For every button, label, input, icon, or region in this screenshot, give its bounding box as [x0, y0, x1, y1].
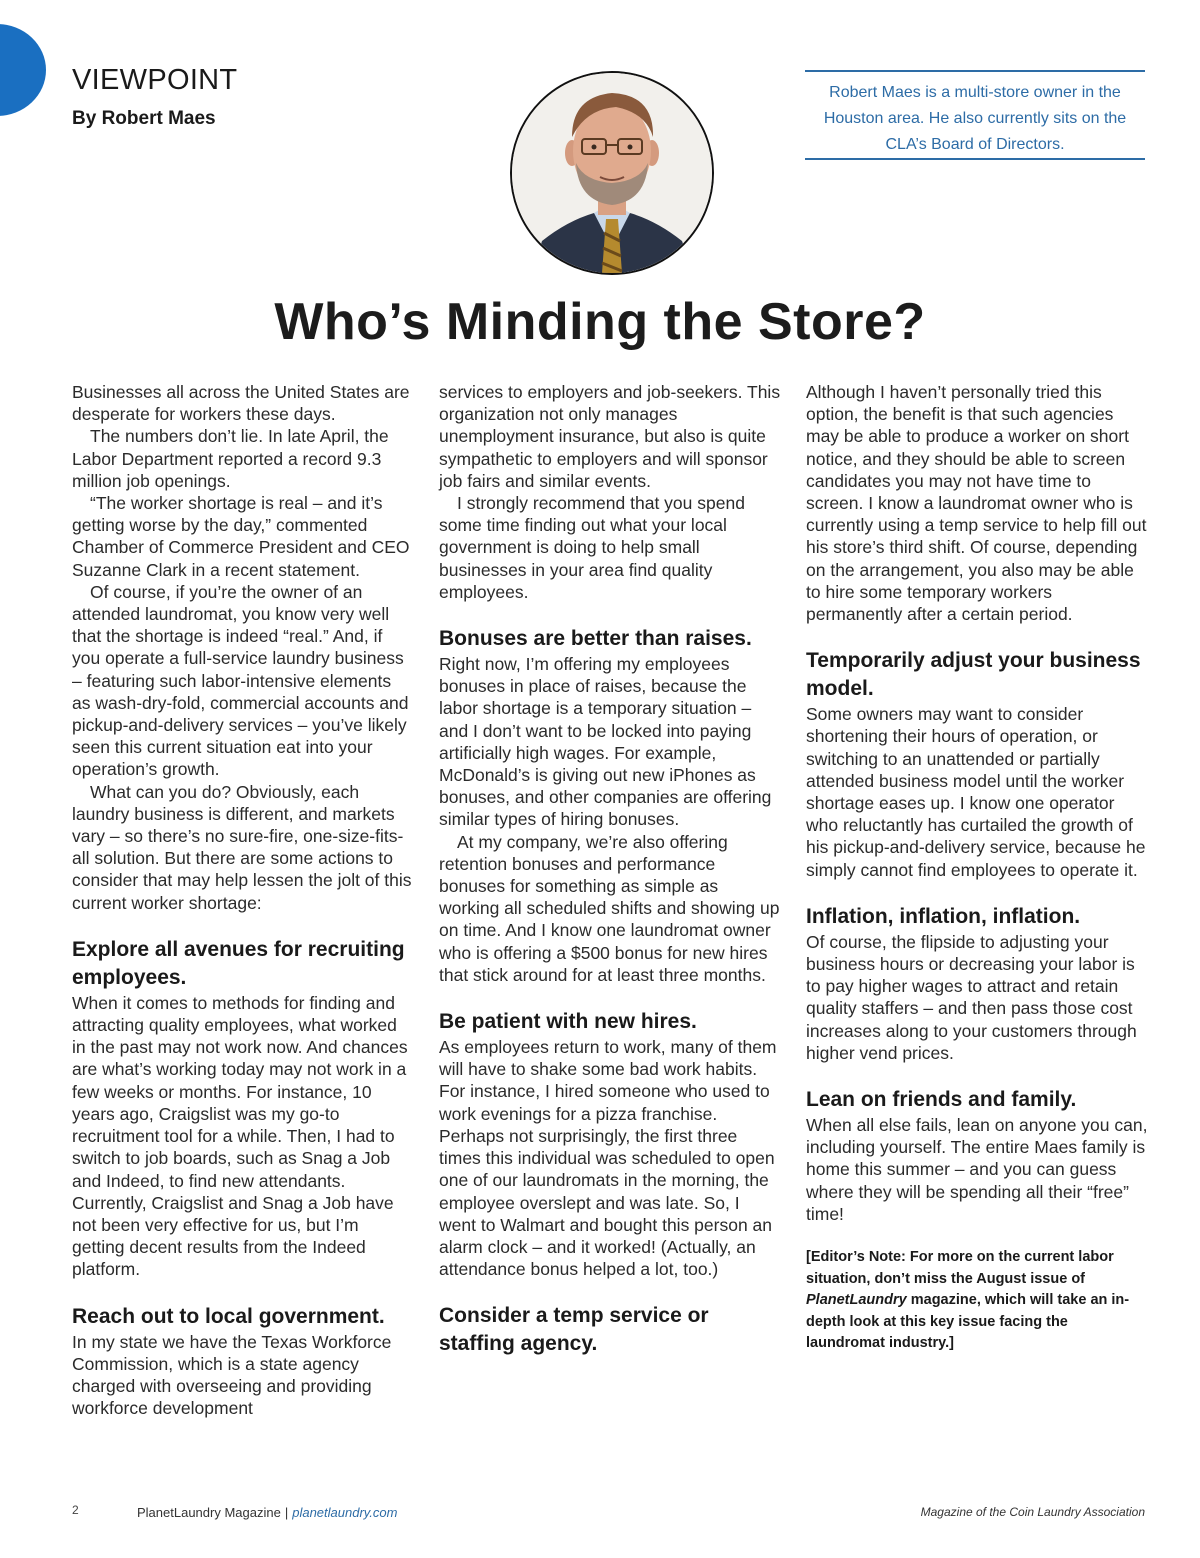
- subheading: Temporarily adjust your business model.: [806, 649, 1141, 701]
- subheading: Bonuses are better than raises.: [439, 627, 752, 651]
- paragraph: In my state we have the Texas Workforce Commission, which is a state agency charged with overseeing and providing workforce development: [72, 1331, 392, 1419]
- subheading: Be patient with new hires.: [439, 1010, 697, 1034]
- paragraph: What can you do? Obviously, each laundry business is different, and markets vary – so there’s no sure-fire, one-size-fits-all solution. But there are some actions to consider that may help lessen the jolt of this current worker shortage:: [72, 781, 412, 913]
- author-bio-box: [805, 70, 1145, 160]
- paragraph: Of course, if you’re the owner of an attended laundromat, you know very well that the shortage is indeed “real.” And, if you operate a full-service laundry business – featuring such labor-intensive elements as wash-dry-fold, commercial accounts and pickup-and-delivery services – you’ve likely seen this current situation eat into your operation’s growth.: [72, 581, 409, 780]
- paragraph: Of course, the flipside to adjusting your business hours or decreasing your labor is to pay higher wages to attract and retain quality staffers – and then pass those cost increases along to your customers through higher vend prices.: [806, 931, 1137, 1063]
- paragraph: When all else fails, lean on anyone you can, including yourself. The entire Maes family is home this summer – and you can guess where they will be spending all their “free” time!: [806, 1115, 1148, 1224]
- paragraph: I strongly recommend that you spend some time finding out what your local government is doing to help small businesses in your area find quality employees.: [439, 493, 745, 602]
- paragraph: services to employers and job-seekers. This organization not only manages unemployment insurance, but also is quite sympathetic to employers and will sponsor job fairs and similar events.: [439, 382, 781, 491]
- editors-note-text: [Editor’s Note: For more on the current labor situation, don’t miss the August issue of: [806, 1249, 1114, 1287]
- article-headline: Who’s Minding the Store?: [274, 293, 926, 351]
- subheading: Inflation, inflation, inflation.: [806, 904, 1081, 928]
- paragraph: As employees return to work, many of them will have to shake some bad work habits. For instance, I hired someone who used to work evenings for a pizza franchise. Perhaps not surprisingly, the first three times this individual was scheduled to open one of our laundromats in the morning, the employee overslept and was late. So, I went to Walmart and bought this person an alarm clock – and it worked! (Actually, an attendance bonus helped a lot, too.): [439, 1037, 777, 1280]
- paragraph: When it comes to methods for finding and attracting quality employees, what worked in the past may not work now. And chances are what’s working today may not work in a few weeks or months. For instance, 10 years ago, Craigslist was my go-to recruitment tool for a while. Then, I had to switch to job boards, such as Snag a Job and Indeed, to find new attendants. Currently, Craigslist and Snag a Job have not been very effective for us, but I’m getting decent results from the Indeed platform.: [72, 992, 408, 1280]
- article-column-3: [806, 381, 1148, 1461]
- corner-tab-accent: [0, 24, 46, 116]
- paragraph: Right now, I’m offering my employees bonuses in place of raises, because the labor shortage is a temporary situation – and I don’t want to be locked into paying artificially high wages. For example, McDonald’s is giving out new iPhones as bonuses, and other companies are offering similar types of hiring bonuses.: [439, 654, 772, 830]
- subheading: Lean on friends and family.: [806, 1088, 1077, 1112]
- paragraph: Some owners may want to consider shortening their hours of operation, or switching to an unattended or partially attended business model until the worker shortage eases up. I know one operator who reluctantly has curtailed the growth of his pickup-and-delivery service, because he simply cannot find employees to operate it.: [806, 704, 1146, 880]
- footer-magazine-name: PlanetLaundry Magazine: [137, 1505, 281, 1520]
- subheading: Reach out to local government.: [72, 1304, 385, 1328]
- editors-note-magazine: PlanetLaundry: [806, 1292, 907, 1309]
- section-label: VIEWPOINT: [72, 64, 238, 96]
- page-number: 2: [72, 1503, 79, 1517]
- paragraph: Although I haven’t personally tried this option, the benefit is that such agencies may be able to produce a worker on short notice, and they should be able to screen candidates you may not have time to screen. I know a laundromat owner who is currently using a temp service to help fill out his store’s third shift. Of course, depending on the arrangement, you also may be able to hire some temporary workers permanently after a certain period.: [806, 382, 1147, 625]
- article-column-1: [72, 381, 414, 1461]
- footer-separator: |: [284, 1505, 289, 1520]
- subheading: Explore all avenues for recruiting employees.: [72, 937, 405, 989]
- paragraph: “The worker shortage is real – and it’s getting worse by the day,” commented Chamber of Commerce President and CEO Suzanne Clark in a recent statement.: [72, 493, 410, 580]
- footer-url-link[interactable]: planetlaundry.com: [292, 1505, 398, 1520]
- editors-note-text-end: magazine, which will take an in-depth look at this key issue facing the laundromat industry.]: [806, 1292, 1130, 1352]
- author-portrait: [510, 71, 714, 275]
- paragraph: The numbers don’t lie. In late April, the Labor Department reported a record 9.3 million job openings.: [72, 426, 389, 491]
- portrait-illustration: [512, 73, 712, 273]
- footer-association: Magazine of the Coin Laundry Association: [920, 1505, 1145, 1519]
- footer-magazine: [137, 1505, 397, 1520]
- author-bio-text: Robert Maes is a multi-store owner in the Houston area. He also currently sits on the CLA’s Board of Directors.: [823, 84, 1127, 153]
- subheading: Consider a temp service or staffing agency.: [439, 1304, 709, 1356]
- byline: By Robert Maes: [72, 108, 216, 129]
- paragraph: At my company, we’re also offering retention bonuses and performance bonuses for something as simple as working all scheduled shifts and showing up on time. And I know one laundromat owner who is offering a $500 bonus for new hires that stick around for at least three months.: [439, 831, 780, 985]
- article-column-2: [439, 381, 781, 1461]
- paragraph: Businesses all across the United States are desperate for workers these days.: [72, 382, 410, 425]
- editors-note: [806, 1247, 1148, 1355]
